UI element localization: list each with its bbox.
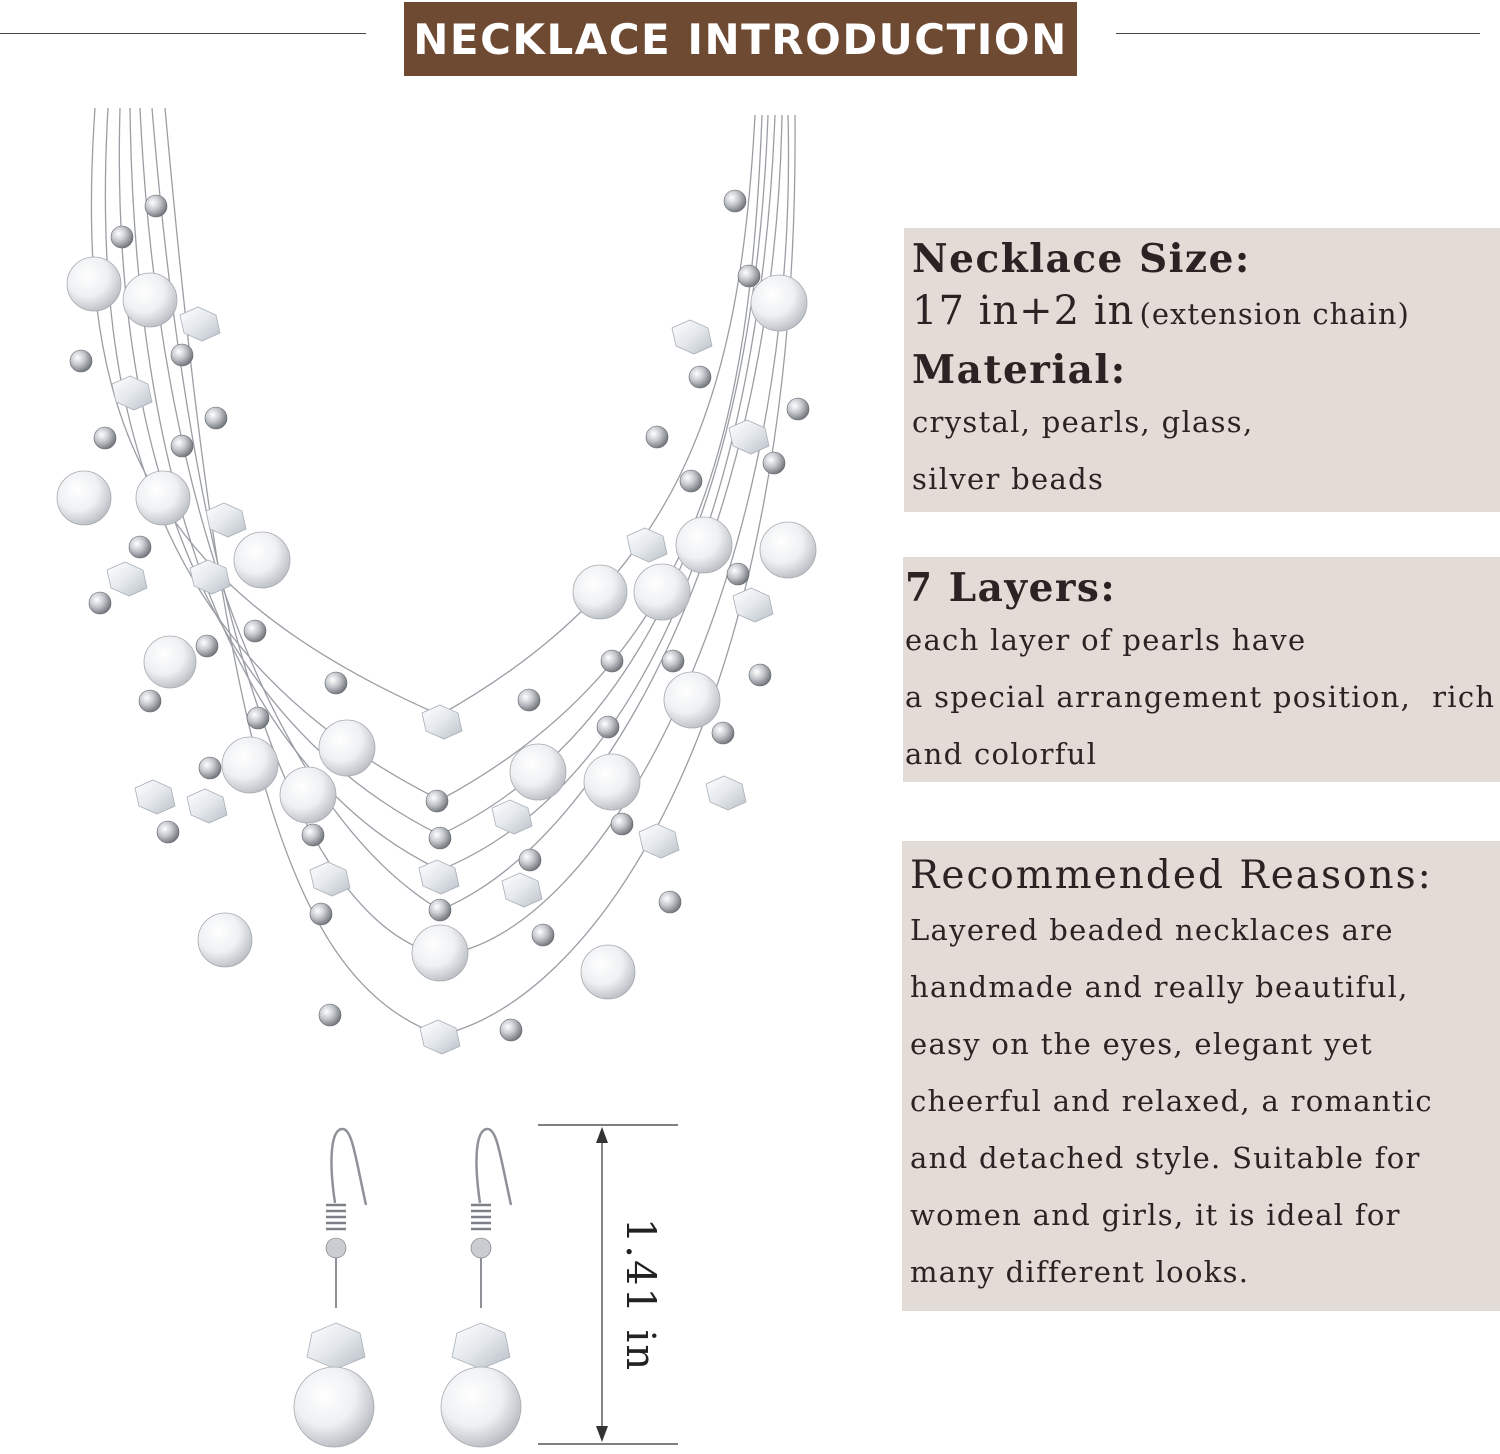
reasons-line-5: and detached style. Suitable for: [910, 1140, 1421, 1175]
earring-length-label: 1.41 in: [617, 1217, 663, 1373]
earrings-image: [280, 1115, 540, 1454]
dimension-line: [530, 1115, 690, 1454]
size-note: (extension chain): [1139, 296, 1410, 331]
left-divider-line: [0, 33, 366, 34]
section-title-banner: [404, 2, 1077, 76]
reasons-line-2: handmade and really beautiful,: [910, 969, 1409, 1004]
reasons-panel: [902, 841, 1500, 1311]
size-value-line: [912, 283, 1500, 347]
reasons-line-7: many different looks.: [910, 1254, 1250, 1289]
reasons-line-6: women and girls, it is ideal for: [910, 1197, 1401, 1232]
size-heading: Necklace Size:: [912, 236, 1251, 282]
right-divider-line: [1116, 33, 1480, 34]
material-heading: Material:: [912, 346, 1127, 393]
layers-line-1: each layer of pearls have: [905, 622, 1307, 657]
size-value: 17 in+2 in: [912, 287, 1135, 334]
reasons-heading: Recommended Reasons:: [910, 853, 1433, 898]
layers-panel: [903, 557, 1500, 782]
section-title: NECKLACE INTRODUCTION: [413, 14, 1068, 64]
size-material-panel: [904, 228, 1500, 512]
material-line-2: silver beads: [912, 461, 1105, 496]
layers-line-3: and colorful: [905, 736, 1098, 771]
reasons-line-4: cheerful and relaxed, a romantic: [910, 1083, 1433, 1118]
layers-heading: 7 Layers:: [905, 565, 1117, 611]
reasons-line-3: easy on the eyes, elegant yet: [910, 1026, 1373, 1061]
necklace-image: [40, 100, 840, 1080]
reasons-line-1: Layered beaded necklaces are: [910, 912, 1394, 947]
layers-line-2: a special arrangement position, rich: [905, 679, 1496, 714]
material-line-1: crystal, pearls, glass,: [912, 404, 1254, 439]
